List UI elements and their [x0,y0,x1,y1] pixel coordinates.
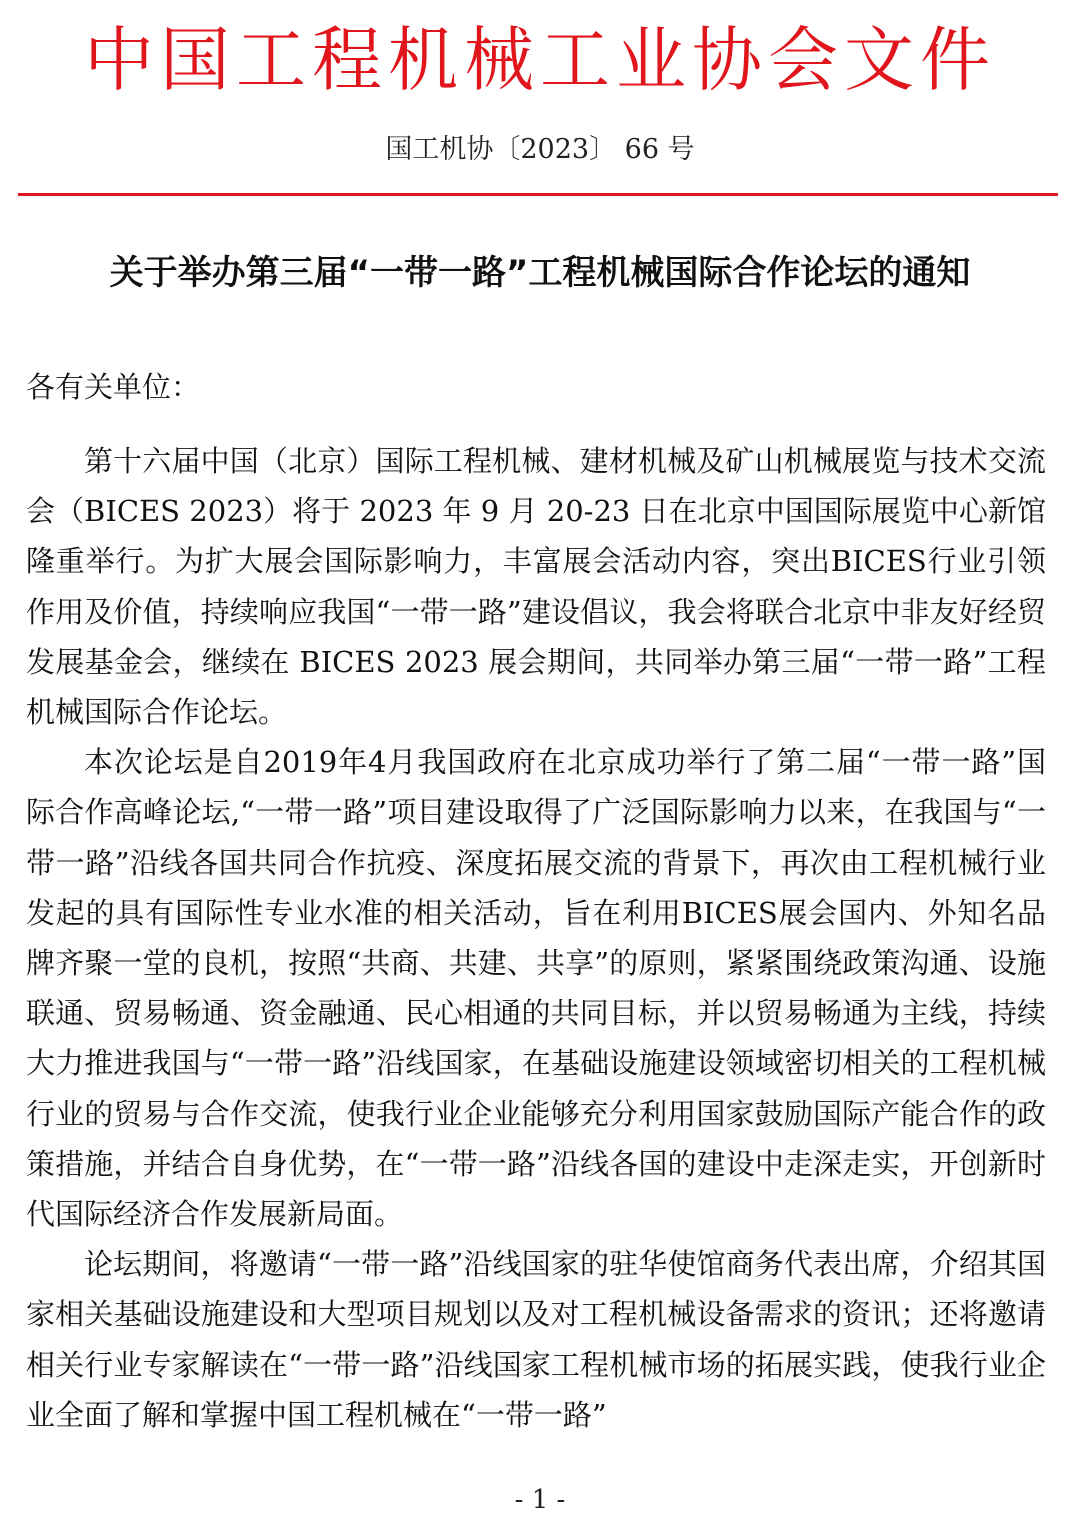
document-number: 国工机协〔2023〕 66 号 [385,134,695,165]
paragraph-3: 论坛期间，将邀请“一带一路”沿线国家的驻华使馆商务代表出席，介绍其国家相关基础设施建设和大型项目规划以及对工程机械设备需求的资讯；还将邀请相关行业专家解读在“一带一路”沿线国家工程机械市场的拓展实践，使我行业企业全面了解和掌握中国工程机械在“一带一路” [26,1247,1046,1432]
page-number: - 1 - [514,1485,566,1515]
paragraph-1: 第十六届中国（北京）国际工程机械、建材机械及矿山机械展览与技术交流会（BICES 2023）将于 2023 年 9 月 20-23 日在北京中国国际展览中心新馆隆重举行。为扩大展会国际影响力，丰富展会活动内容，突出BICES行业引领作用及价值，持续响应我国“一带一路”建设倡议，我会将联合北京中非友好经贸发展基金会，继续在 BICES 2023 展会期间，共同举办第三届“一带一路”工程机械国际合作论坛。 [26,444,1046,730]
red-divider-line [18,193,1058,196]
masthead-title: 中国工程机械工业协会文件 [84,19,996,101]
document-body [26,436,1046,1440]
salutation: 各有关单位： [26,370,201,404]
notice-title: 关于举办第三届“一带一路”工程机械国际合作论坛的通知 [109,253,971,293]
paragraph-2: 本次论坛是自2019年4月我国政府在北京成功举行了第二届“一带一路”国际合作高峰论坛,“一带一路”项目建设取得了广泛国际影响力以来，在我国与“一带一路”沿线各国共同合作抗疫、深度拓展交流的背景下，再次由工程机械行业发起的具有国际性专业水准的相关活动，旨在利用BICES展会国内、外知名品牌齐聚一堂的良机，按照“共商、共建、共享”的原则，紧紧围绕政策沟通、设施联通、贸易畅通、资金融通、民心相通的共同目标，并以贸易畅通为主线，持续大力推进我国与“一带一路”沿线国家，在基础设施建设领域密切相关的工程机械行业的贸易与合作交流，使我行业企业能够充分利用国家鼓励国际产能合作的政策措施，并结合自身优势，在“一带一路”沿线各国的建设中走深走实，开创新时代国际经济合作发展新局面。 [26,745,1046,1232]
